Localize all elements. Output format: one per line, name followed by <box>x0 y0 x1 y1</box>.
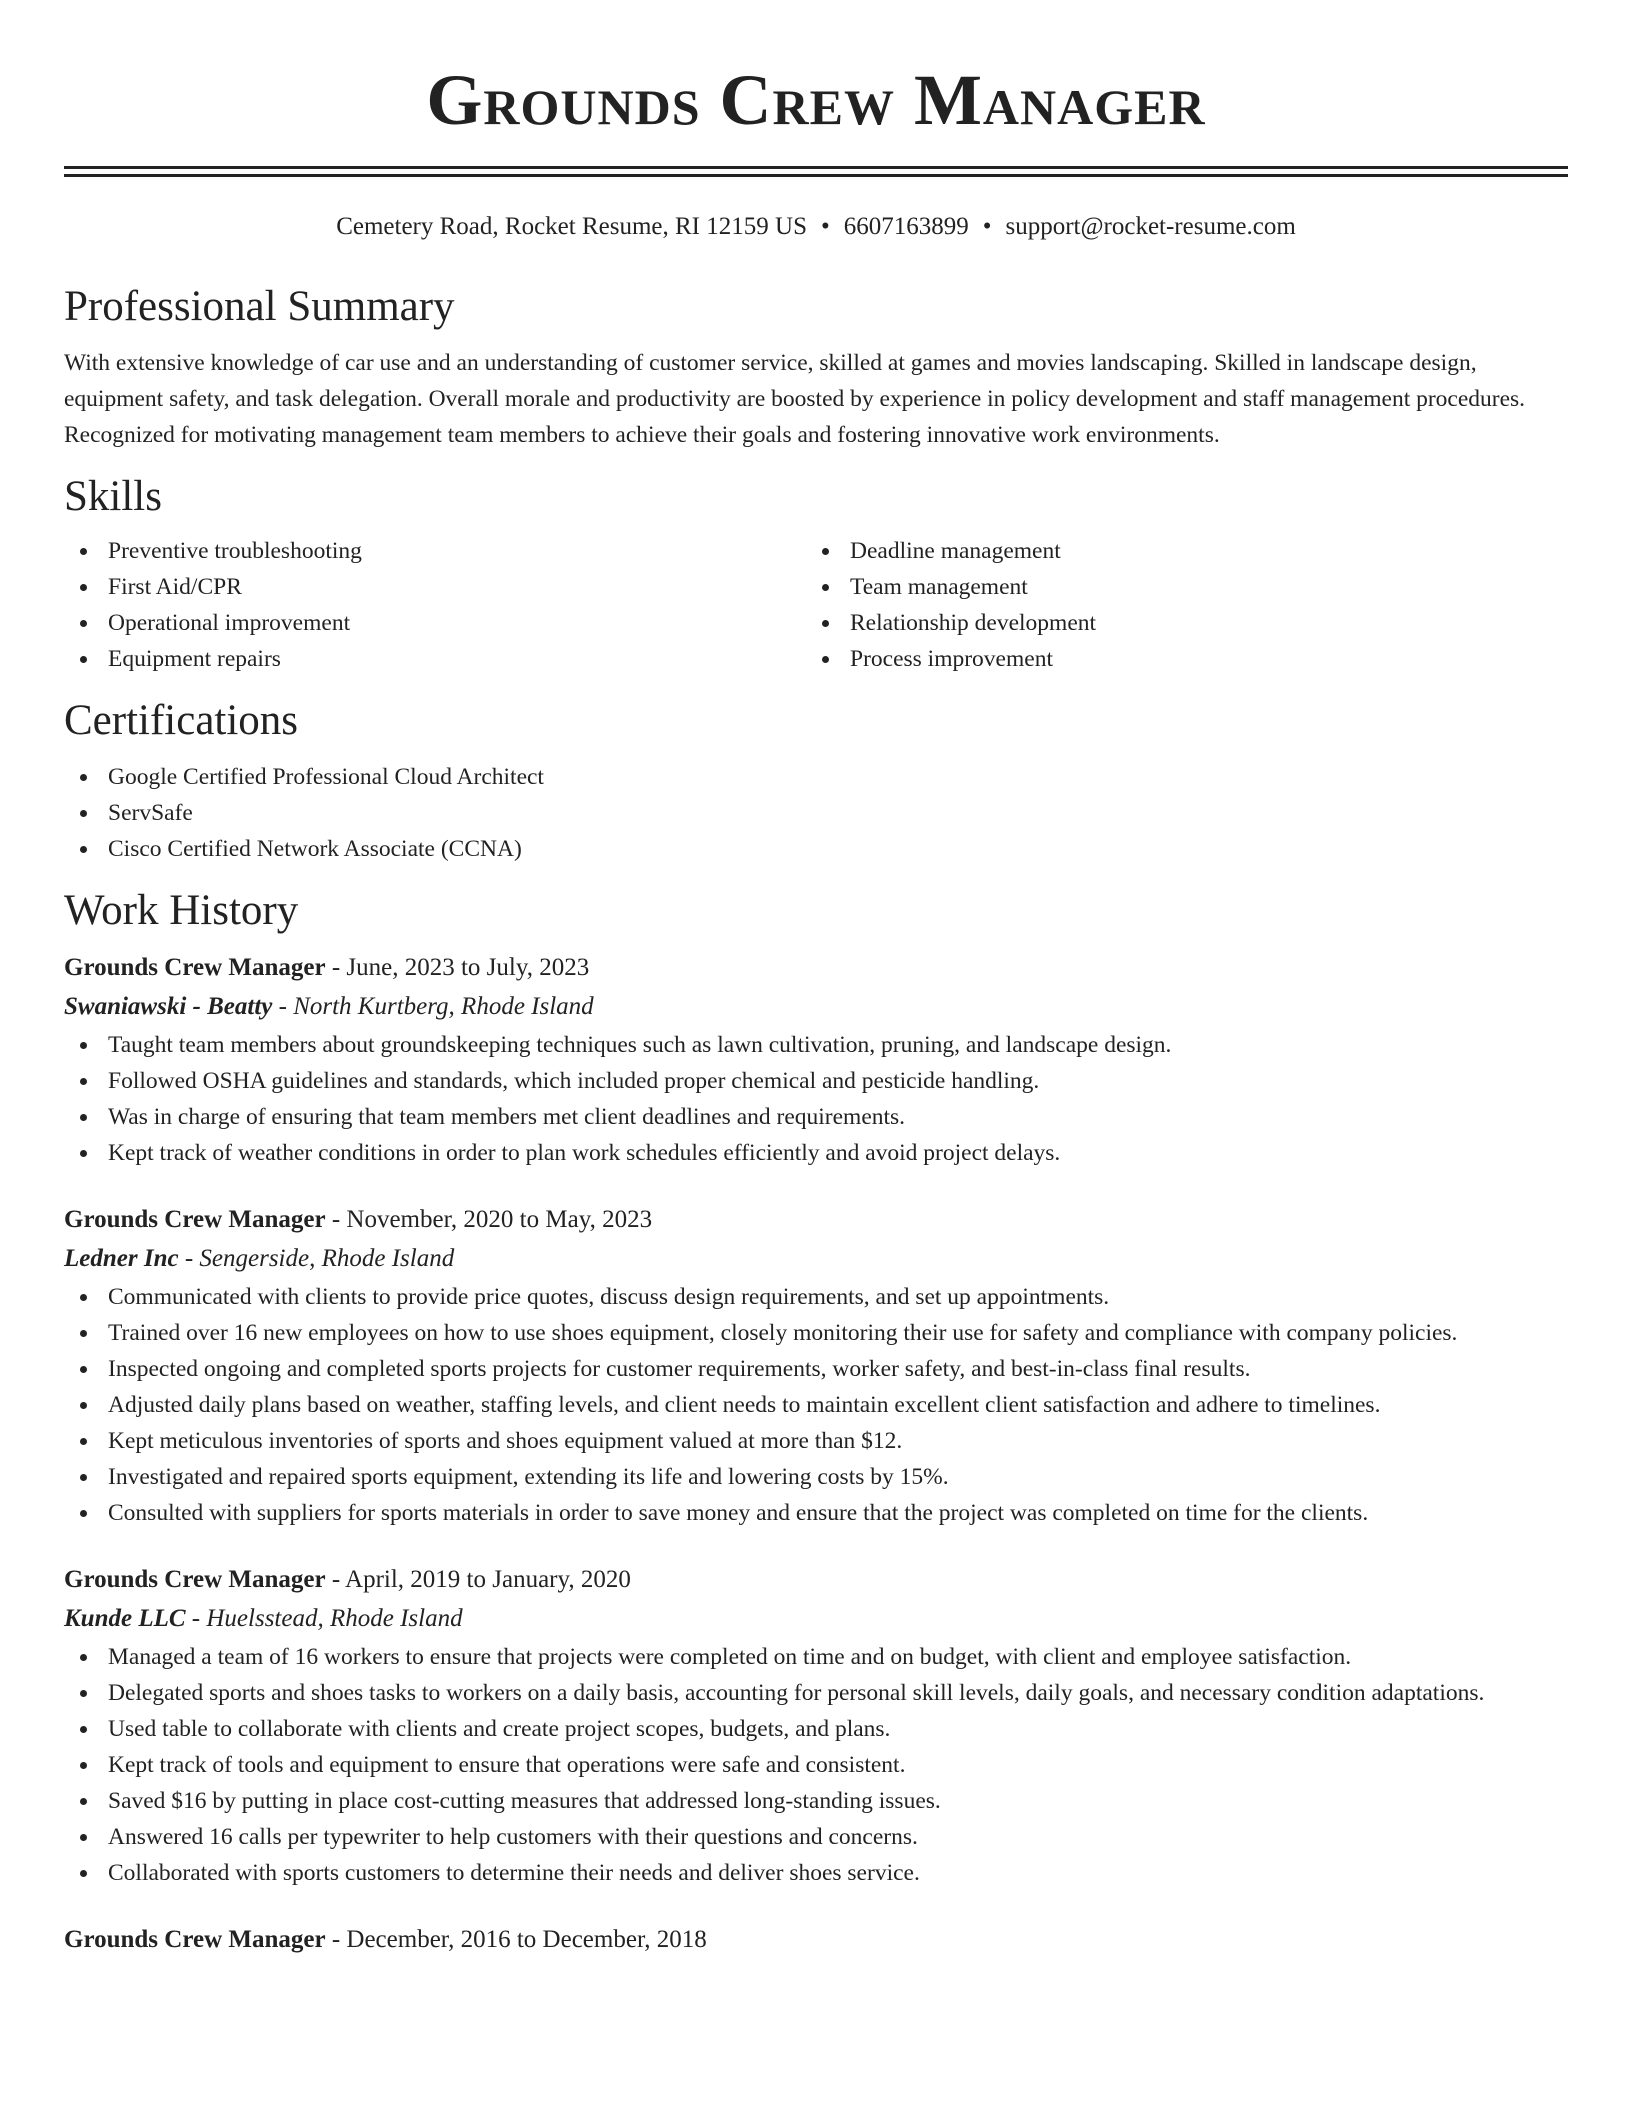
job-entry <box>64 949 1568 1171</box>
job-entry <box>64 1561 1568 1891</box>
bullet-dot <box>80 584 87 591</box>
bullet-dot <box>80 846 87 853</box>
skill-label: Relationship development <box>850 610 1097 636</box>
job-company-line <box>64 987 1568 1027</box>
job-company-line <box>64 1239 1568 1279</box>
skill-item <box>806 605 1548 641</box>
job-bullet-text: Kept track of tools and equipment to ensure that operations were safe and consistent. <box>108 1752 906 1778</box>
job-location: - Sengerside, Rhode Island <box>178 1245 455 1272</box>
job-bullet <box>64 1711 1568 1747</box>
job-bullet-text: Kept meticulous inventories of sports and shoes equipment valued at more than $12. <box>108 1428 903 1454</box>
bullet-dot <box>80 1330 87 1337</box>
job-bullet <box>64 1027 1568 1063</box>
bullet-dot <box>822 656 829 663</box>
certification-label: Google Certified Professional Cloud Architect <box>108 764 544 790</box>
job-heading <box>64 1921 1568 1959</box>
job-entry <box>64 1921 1568 1959</box>
job-bullet <box>64 1387 1568 1423</box>
job-bullet <box>64 1351 1568 1387</box>
job-bullet-text: Trained over 16 new employees on how to use shoes equipment, closely monitoring their use for safety and compliance with company policies. <box>108 1320 1458 1346</box>
job-title: Grounds Crew Manager <box>64 1926 326 1953</box>
job-bullet <box>64 1855 1568 1891</box>
bullet-dot <box>80 620 87 627</box>
job-dates: - December, 2016 to December, 2018 <box>325 1926 707 1953</box>
job-location: - North Kurtberg, Rhode Island <box>272 993 594 1020</box>
job-bullet-text: Saved $16 by putting in place cost-cutting measures that addressed long-standing issues. <box>108 1788 941 1814</box>
resume-page <box>64 0 1568 1959</box>
skills-list-left <box>64 533 806 677</box>
job-bullets <box>64 1279 1568 1531</box>
contact-address: Cemetery Road, Rocket Resume, RI 12159 US <box>336 213 807 240</box>
job-company: Kunde LLC <box>64 1605 186 1632</box>
skill-item <box>806 569 1548 605</box>
skill-label: Operational improvement <box>108 610 351 636</box>
bullet-dot <box>822 584 829 591</box>
bullet-dot <box>80 1834 87 1841</box>
job-heading <box>64 1201 1568 1239</box>
job-bullet <box>64 1639 1568 1675</box>
bullet-dot <box>822 620 829 627</box>
job-bullet <box>64 1135 1568 1171</box>
bullet-dot <box>80 1798 87 1805</box>
bullet-dot <box>80 1726 87 1733</box>
job-title: Grounds Crew Manager <box>64 1566 326 1593</box>
bullet-dot <box>80 1654 87 1661</box>
job-bullet-text: Inspected ongoing and completed sports projects for customer requirements, worker safety, and best-in-class final results. <box>108 1356 1251 1382</box>
bullet-dot <box>80 548 87 555</box>
title-rule-top <box>64 166 1568 169</box>
bullet-dot <box>80 1870 87 1877</box>
contact-separator: • <box>820 213 830 240</box>
job-bullet-text: Followed OSHA guidelines and standards, which included proper chemical and pesticide handling. <box>108 1068 1040 1094</box>
certification-label: Cisco Certified Network Associate (CCNA) <box>108 836 522 862</box>
job-title: Grounds Crew Manager <box>64 1206 326 1233</box>
bullet-dot <box>80 1438 87 1445</box>
skill-item <box>64 569 806 605</box>
job-bullet <box>64 1315 1568 1351</box>
job-bullet-text: Collaborated with sports customers to determine their needs and deliver shoes service. <box>108 1860 920 1886</box>
resume-title: Grounds Crew Manager <box>426 60 1206 140</box>
skill-item <box>806 641 1548 677</box>
job-bullet <box>64 1279 1568 1315</box>
bullet-dot <box>80 1690 87 1697</box>
job-bullet-text: Taught team members about groundskeeping techniques such as lawn cultivation, pruning, and landscape design. <box>108 1032 1172 1058</box>
title-rule-bottom <box>64 174 1568 177</box>
bullet-dot <box>80 1402 87 1409</box>
job-bullet-text: Consulted with suppliers for sports materials in order to save money and ensure that the project was completed on time for the clients. <box>108 1500 1369 1526</box>
job-bullet-text: Used table to collaborate with clients and create project scopes, budgets, and plans. <box>108 1716 891 1742</box>
contact-email: support@rocket-resume.com <box>1005 213 1296 240</box>
job-bullet <box>64 1747 1568 1783</box>
bullet-dot <box>80 810 87 817</box>
job-company-line <box>64 1599 1568 1639</box>
bullet-dot <box>80 656 87 663</box>
certification-item <box>64 831 1568 867</box>
bullet-dot <box>80 1294 87 1301</box>
job-bullet-text: Communicated with clients to provide price quotes, discuss design requirements, and set up appointments. <box>108 1284 1110 1310</box>
job-bullet <box>64 1063 1568 1099</box>
skill-label: Preventive troubleshooting <box>108 538 362 564</box>
job-bullet <box>64 1423 1568 1459</box>
skill-item <box>64 641 806 677</box>
certification-label: ServSafe <box>108 800 193 826</box>
job-bullet-text: Delegated sports and shoes tasks to workers on a daily basis, accounting for personal skill levels, daily goals, and necessary condition adaptations. <box>108 1680 1485 1706</box>
section-heading-work-history: Work History <box>64 887 299 934</box>
job-company: Ledner Inc <box>64 1245 179 1272</box>
section-heading-summary: Professional Summary <box>64 283 455 330</box>
skills-list-right <box>806 533 1548 677</box>
job-title: Grounds Crew Manager <box>64 954 326 981</box>
job-bullet-text: Investigated and repaired sports equipment, extending its life and lowering costs by 15%. <box>108 1464 949 1490</box>
job-bullet <box>64 1675 1568 1711</box>
bullet-dot <box>822 548 829 555</box>
skill-label: Deadline management <box>850 538 1061 564</box>
job-heading <box>64 1561 1568 1599</box>
section-heading-skills: Skills <box>64 473 162 520</box>
certifications-list <box>64 759 1568 867</box>
bullet-dot <box>80 1474 87 1481</box>
bullet-dot <box>80 1078 87 1085</box>
contact-separator: • <box>982 213 992 240</box>
job-dates: - June, 2023 to July, 2023 <box>325 954 590 981</box>
skills-grid <box>64 533 1568 677</box>
bullet-dot <box>80 1510 87 1517</box>
bullet-dot <box>80 1366 87 1373</box>
job-bullet-text: Was in charge of ensuring that team members met client deadlines and requirements. <box>108 1104 906 1130</box>
job-company: Swaniawski - Beatty <box>64 993 273 1020</box>
certification-item <box>64 795 1568 831</box>
skill-item <box>64 533 806 569</box>
bullet-dot <box>80 1114 87 1121</box>
job-dates: - April, 2019 to January, 2020 <box>325 1566 631 1593</box>
job-bullets <box>64 1639 1568 1891</box>
job-heading <box>64 949 1568 987</box>
section-heading-certifications: Certifications <box>64 697 299 744</box>
skill-label: First Aid/CPR <box>108 574 242 600</box>
skill-label: Equipment repairs <box>108 646 281 672</box>
summary-text: With extensive knowledge of car use and an understanding of customer service, skilled at games and movies landscaping. Skilled in landscape design, equipment safety, and task delegation. Overall morale and productivity are boosted by experience in policy development and staff management procedures. Recognized for motivating management team members to achieve their goals and fostering innovative work environments. <box>64 350 1526 448</box>
job-bullet <box>64 1819 1568 1855</box>
bullet-dot <box>80 1762 87 1769</box>
job-bullet-text: Kept track of weather conditions in order to plan work schedules efficiently and avoid project delays. <box>108 1140 1061 1166</box>
job-bullet-text: Answered 16 calls per typewriter to help customers with their questions and concerns. <box>108 1824 918 1850</box>
certification-item <box>64 759 1568 795</box>
contact-phone: 6607163899 <box>843 213 969 240</box>
bullet-dot <box>80 1150 87 1157</box>
job-location: - Huelsstead, Rhode Island <box>185 1605 463 1632</box>
job-bullet <box>64 1495 1568 1531</box>
skill-item <box>806 533 1548 569</box>
job-bullets <box>64 1027 1568 1171</box>
skill-item <box>64 605 806 641</box>
bullet-dot <box>80 774 87 781</box>
job-dates: - November, 2020 to May, 2023 <box>325 1206 653 1233</box>
job-bullet-text: Adjusted daily plans based on weather, staffing levels, and client needs to maintain excellent client satisfaction and adhere to timelines. <box>108 1392 1381 1418</box>
skill-label: Process improvement <box>850 646 1053 672</box>
job-bullet <box>64 1459 1568 1495</box>
job-bullet <box>64 1099 1568 1135</box>
job-bullet <box>64 1783 1568 1819</box>
job-bullet-text: Managed a team of 16 workers to ensure that projects were completed on time and on budget, with client and employee satisfaction. <box>108 1644 1352 1670</box>
skill-label: Team management <box>850 574 1028 600</box>
bullet-dot <box>80 1042 87 1049</box>
contact-line <box>64 211 1568 243</box>
job-entry <box>64 1201 1568 1531</box>
